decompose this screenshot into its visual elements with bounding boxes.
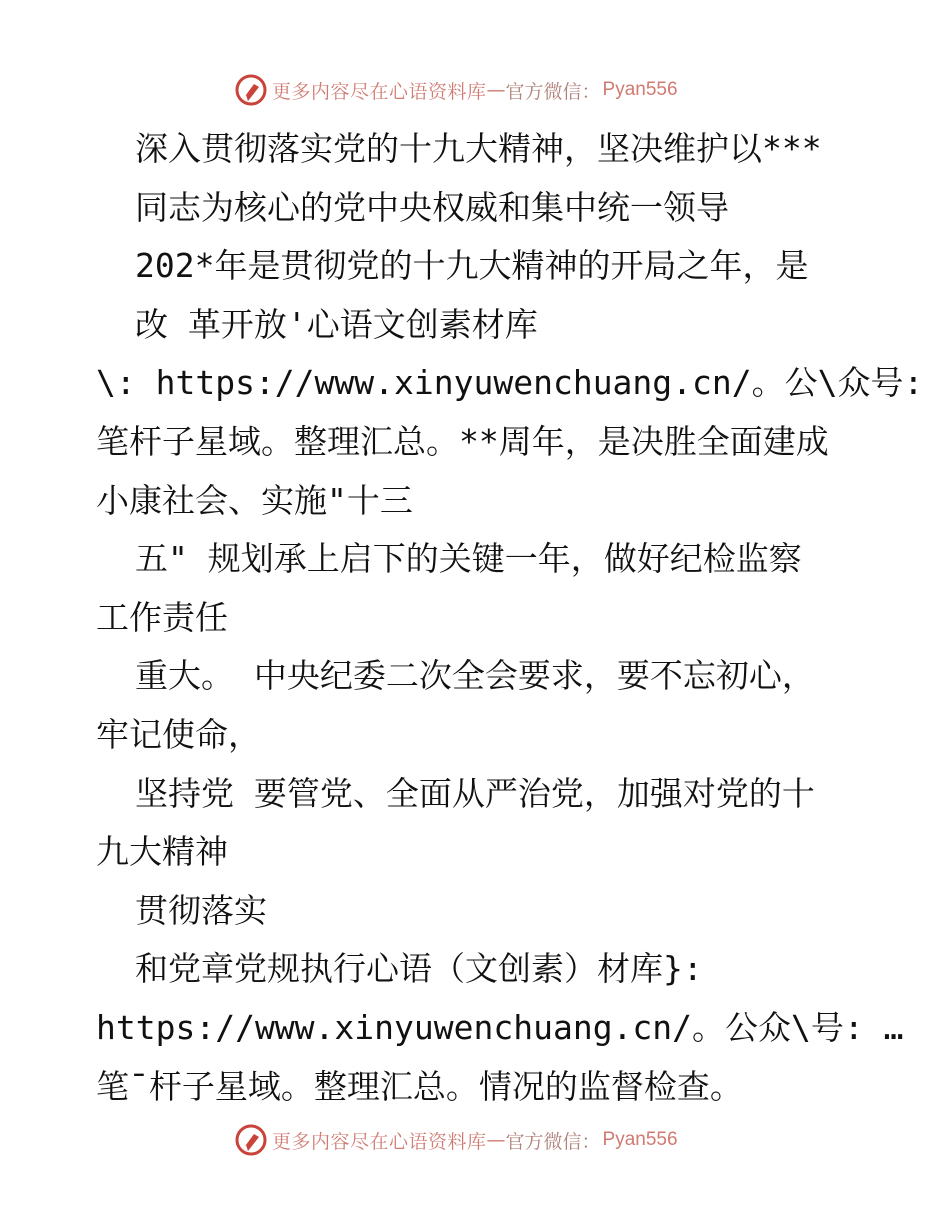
text-line: \: https://www.xinyuwenchuang.cn/。公\众号: [96,363,924,403]
pen-logo-icon [234,73,268,107]
text-line: 改 革开放'心语文创素材库 [135,304,538,344]
banner-wechat-id: Pyan556 [602,1129,678,1150]
text-line: 同志为核心的党中央权威和集中统一领导 [135,187,729,227]
text-line: 深入贯彻落实党的十九大精神，坚决维护以*** [135,129,822,168]
text-line: 202*年是贯彻党的十九大精神的开局之年，是 [135,246,809,286]
banner-text: 更多内容尽在心语资料库 [272,80,487,103]
text-line: 小康社会、实施"十三 [96,480,413,520]
text-line: https://www.xinyuwenchuang.cn/。公众\号: … [96,1007,904,1047]
banner-dash: — [486,1129,506,1151]
header-banner [234,72,678,108]
text-line: 重大。 中央纪委二次全会要求，要不忘初心， [135,656,815,696]
banner-dash: — [486,79,506,101]
document-body [96,120,924,1116]
text-line: 和党章党规执行心语（文创素）材库}: [135,949,703,989]
text-line: 贯彻落实 [135,890,267,930]
pen-logo-icon [234,1123,268,1157]
text-line: 九大精神 [96,832,228,872]
text-line: 笔杆子星域。整理汇总。**周年，是决胜全面建成 [96,421,829,461]
banner-wechat-label: 官方微信： [505,1130,601,1153]
footer-banner [234,1122,678,1158]
text-line: 五" 规划承上启下的关键一年，做好纪检监察 [135,539,802,579]
text-line: 坚持党 要管党、全面从严治党，加强对党的十 [135,773,815,813]
banner-text: 更多内容尽在心语资料库 [272,1130,487,1153]
banner-wechat-id: Pyan556 [602,79,678,100]
text-line: 工作责任 [96,597,228,637]
banner-wechat-label: 官方微信： [505,80,601,103]
text-line: 牢记使命， [96,714,261,754]
text-line: 笔¯杆子星域。整理汇总。情况的监督检查。 [96,1066,743,1106]
